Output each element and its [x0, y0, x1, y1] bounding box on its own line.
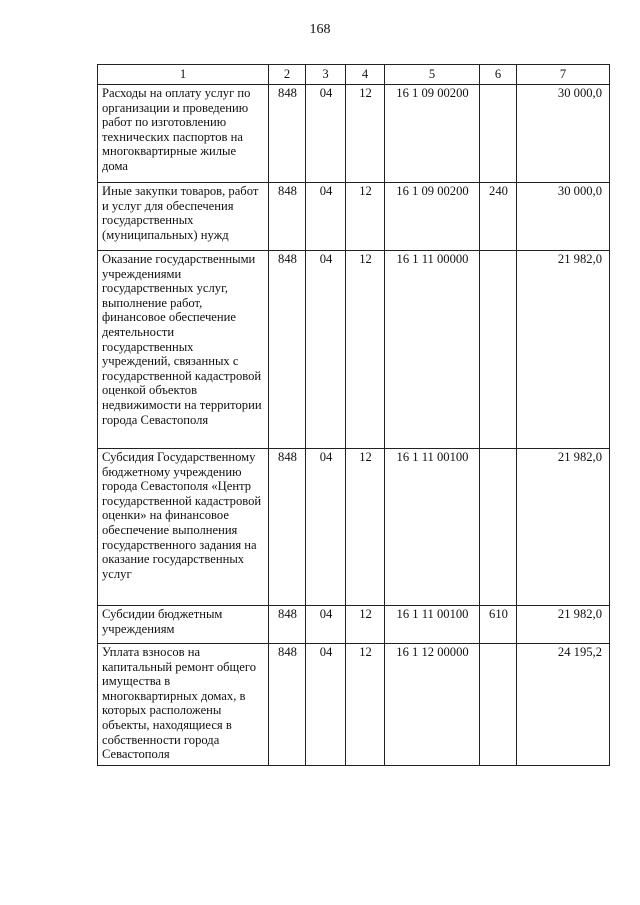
row-target-article: 16 1 09 00200: [385, 85, 480, 183]
row-name: Уплата взносов на капитальный ремонт общего имущества в многоквартирных домах, в которых расположены объекты, находящиеся в собственности города Севастополя: [98, 644, 269, 766]
row-expense-type: [480, 251, 517, 449]
row-amount: 30 000,0: [517, 183, 610, 251]
row-name: Субсидии бюджетным учреждениям: [98, 606, 269, 644]
row-target-article: 16 1 11 00100: [385, 606, 480, 644]
table-row: [98, 251, 610, 449]
table-row: [98, 449, 610, 606]
row-expense-type: [480, 449, 517, 606]
row-admin-code: 848: [269, 606, 306, 644]
row-amount: 21 982,0: [517, 606, 610, 644]
row-subsection: 12: [346, 606, 385, 644]
row-amount: 21 982,0: [517, 251, 610, 449]
row-admin-code: 848: [269, 251, 306, 449]
table-row: [98, 644, 610, 766]
row-admin-code: 848: [269, 644, 306, 766]
row-admin-code: 848: [269, 85, 306, 183]
row-target-article: 16 1 11 00000: [385, 251, 480, 449]
row-subsection: 12: [346, 644, 385, 766]
column-header: 2: [269, 65, 306, 85]
row-section: 04: [306, 606, 346, 644]
row-subsection: 12: [346, 183, 385, 251]
row-amount: 24 195,2: [517, 644, 610, 766]
row-name: Иные закупки товаров, работ и услуг для обеспечения государственных (муниципальных) нужд: [98, 183, 269, 251]
table-row: [98, 606, 610, 644]
column-header: 6: [480, 65, 517, 85]
row-expense-type: 240: [480, 183, 517, 251]
row-name: Оказание государственными учреждениями государственных услуг, выполнение работ, финансовое обеспечение деятельности государственных учреждений, связанных с государственной кадастровой оценкой объектов недвижимости на территории города Севастополя: [98, 251, 269, 449]
row-name: Расходы на оплату услуг по организации и проведению работ по изготовлению технических паспортов на многоквартирные жилые дома: [98, 85, 269, 183]
row-target-article: 16 1 11 00100: [385, 449, 480, 606]
row-target-article: 16 1 12 00000: [385, 644, 480, 766]
row-section: 04: [306, 449, 346, 606]
row-admin-code: 848: [269, 449, 306, 606]
budget-table: [97, 64, 610, 766]
row-expense-type: 610: [480, 606, 517, 644]
row-expense-type: [480, 85, 517, 183]
row-amount: 21 982,0: [517, 449, 610, 606]
row-name: Субсидия Государственному бюджетному учреждению города Севастополя «Центр государственной кадастровой оценки» на финансовое обеспечение выполнения государственного задания на оказание государственных услуг: [98, 449, 269, 606]
column-header: 1: [98, 65, 269, 85]
row-subsection: 12: [346, 449, 385, 606]
row-admin-code: 848: [269, 183, 306, 251]
table-row: [98, 85, 610, 183]
column-header: 4: [346, 65, 385, 85]
column-header: 3: [306, 65, 346, 85]
row-section: 04: [306, 644, 346, 766]
row-subsection: 12: [346, 85, 385, 183]
row-section: 04: [306, 251, 346, 449]
page-number: 168: [309, 22, 331, 37]
row-subsection: 12: [346, 251, 385, 449]
row-target-article: 16 1 09 00200: [385, 183, 480, 251]
row-expense-type: [480, 644, 517, 766]
table-header-row: [98, 65, 610, 85]
row-amount: 30 000,0: [517, 85, 610, 183]
row-section: 04: [306, 85, 346, 183]
column-header: 7: [517, 65, 610, 85]
column-header: 5: [385, 65, 480, 85]
row-section: 04: [306, 183, 346, 251]
table-row: [98, 183, 610, 251]
